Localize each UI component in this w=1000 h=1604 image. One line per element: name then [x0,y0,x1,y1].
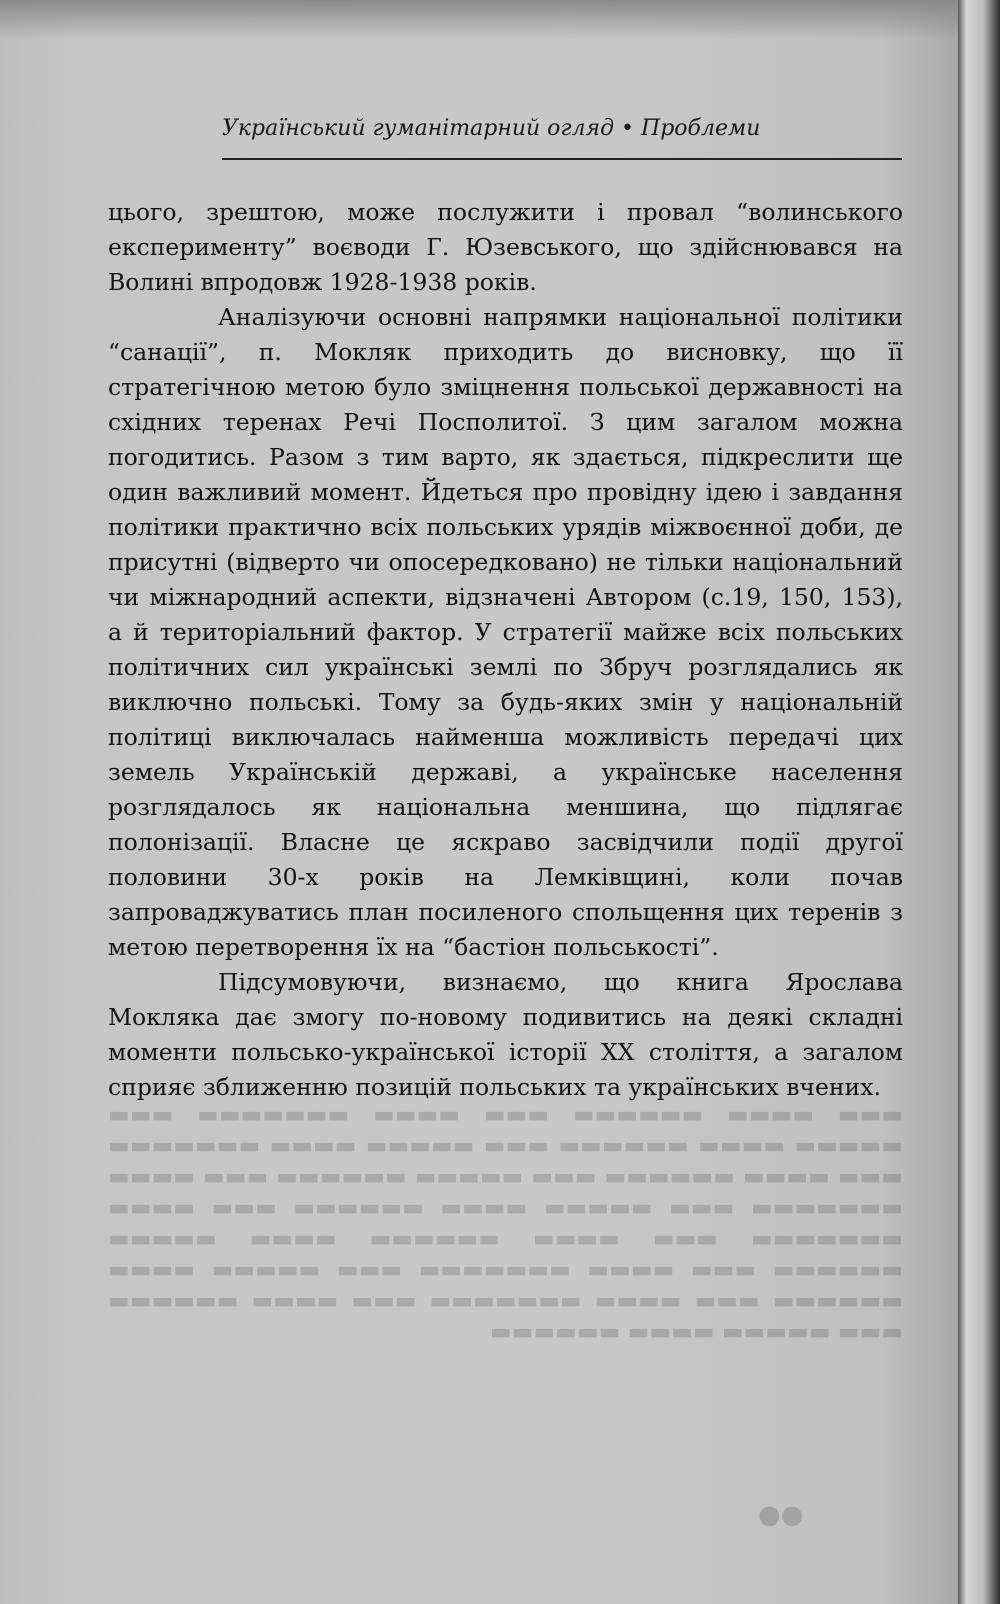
paragraph-1: цього, зрештою, може послужити і провал “волинського експерименту” воєводи Г. Юзевського, що здійснювався на Волині впродовж 1928-1938 років. [108,198,903,296]
header-rule [222,158,902,160]
bleed-through-text: ▬▬▬ ▬▬▬▬ ▬▬▬▬▬▬ ▬▬▬ ▬▬▬▬ ▬▬▬▬▬▬▬ ▬▬▬ ▬▬▬▬▬ ▬▬▬▬ ▬▬▬▬▬▬ ▬▬▬ ▬▬▬▬▬ ▬▬▬▬ ▬▬▬▬▬▬▬ ▬▬▬ ▬▬▬▬ ▬▬▬▬▬▬ ▬▬▬ ▬▬▬▬▬ ▬▬▬▬▬▬ ▬▬▬ ▬▬▬▬ ▬▬▬▬▬▬▬ ▬▬▬ ▬▬▬▬▬ ▬▬▬▬ ▬▬▬▬▬▬ ▬▬▬ ▬▬▬▬ ▬▬▬▬▬▬▬ ▬▬▬ ▬▬▬▬ ▬▬▬▬▬▬ ▬▬▬▬ ▬▬▬▬▬ ▬▬▬▬▬▬ ▬▬▬ ▬▬▬▬ ▬▬▬▬▬▬▬ ▬▬▬ ▬▬▬▬▬ ▬▬▬▬ ▬▬▬▬▬▬ ▬▬▬ ▬▬▬▬ ▬▬▬▬▬▬▬ ▬▬▬ ▬▬▬▬ ▬▬▬▬▬▬ ▬▬▬ ▬▬▬▬▬ ▬▬▬▬ ▬▬▬▬▬▬ [108,1102,903,1345]
running-header: Український гуманітарний огляд • Проблеми [222,116,761,141]
paragraph-2: Аналізуючи основні напрямки національної політики “санації”, п. Мокляк приходить до висновку, що її стратегічною метою було зміцнення польської державності на східних теренах Речі Посполитої. З цим загалом можна погодитись. Разом з тим варто, як здається, підкреслити ще один важливий момент. Йдеться про провідну ідею і завдання політики практично всіх польських урядів міжвоєнної доби, де присутні (відверто чи опосередковано) не тільки національний чи міжнародний аспекти, відзначені Автором (с.19, 150, 153), а й територіальний фактор. У стратегії майже всіх польських політичних сил українські землі по Збруч розглядались як виключно польські. Тому за будь-яких змін у національній політиці виключалась найменша можливість передачі цих земель Українській державі, а українське населення розглядалось як національна меншина, що підлягає полонізації. Власне це яскраво засвідчили події другої половини 30-х років на Лемківщині, коли почав запроваджуватись план посиленого спольщення цих теренів з метою перетворення їх на “бастіон польськості”. [108,303,903,961]
main-text [108,195,903,1105]
bleed-through-page-number: ●● [758,1500,804,1530]
page-edge [958,0,1000,1604]
paragraph-3: Підсумовуючи, визнаємо, що книга Ярослава Мокляка дає змогу по-новому подивитись на деякі складні моменти польсько-української історії ХХ століття, а загалом сприяє зближенню позицій польських та українських вчених. [108,968,903,1101]
page-top-shadow [0,0,958,40]
